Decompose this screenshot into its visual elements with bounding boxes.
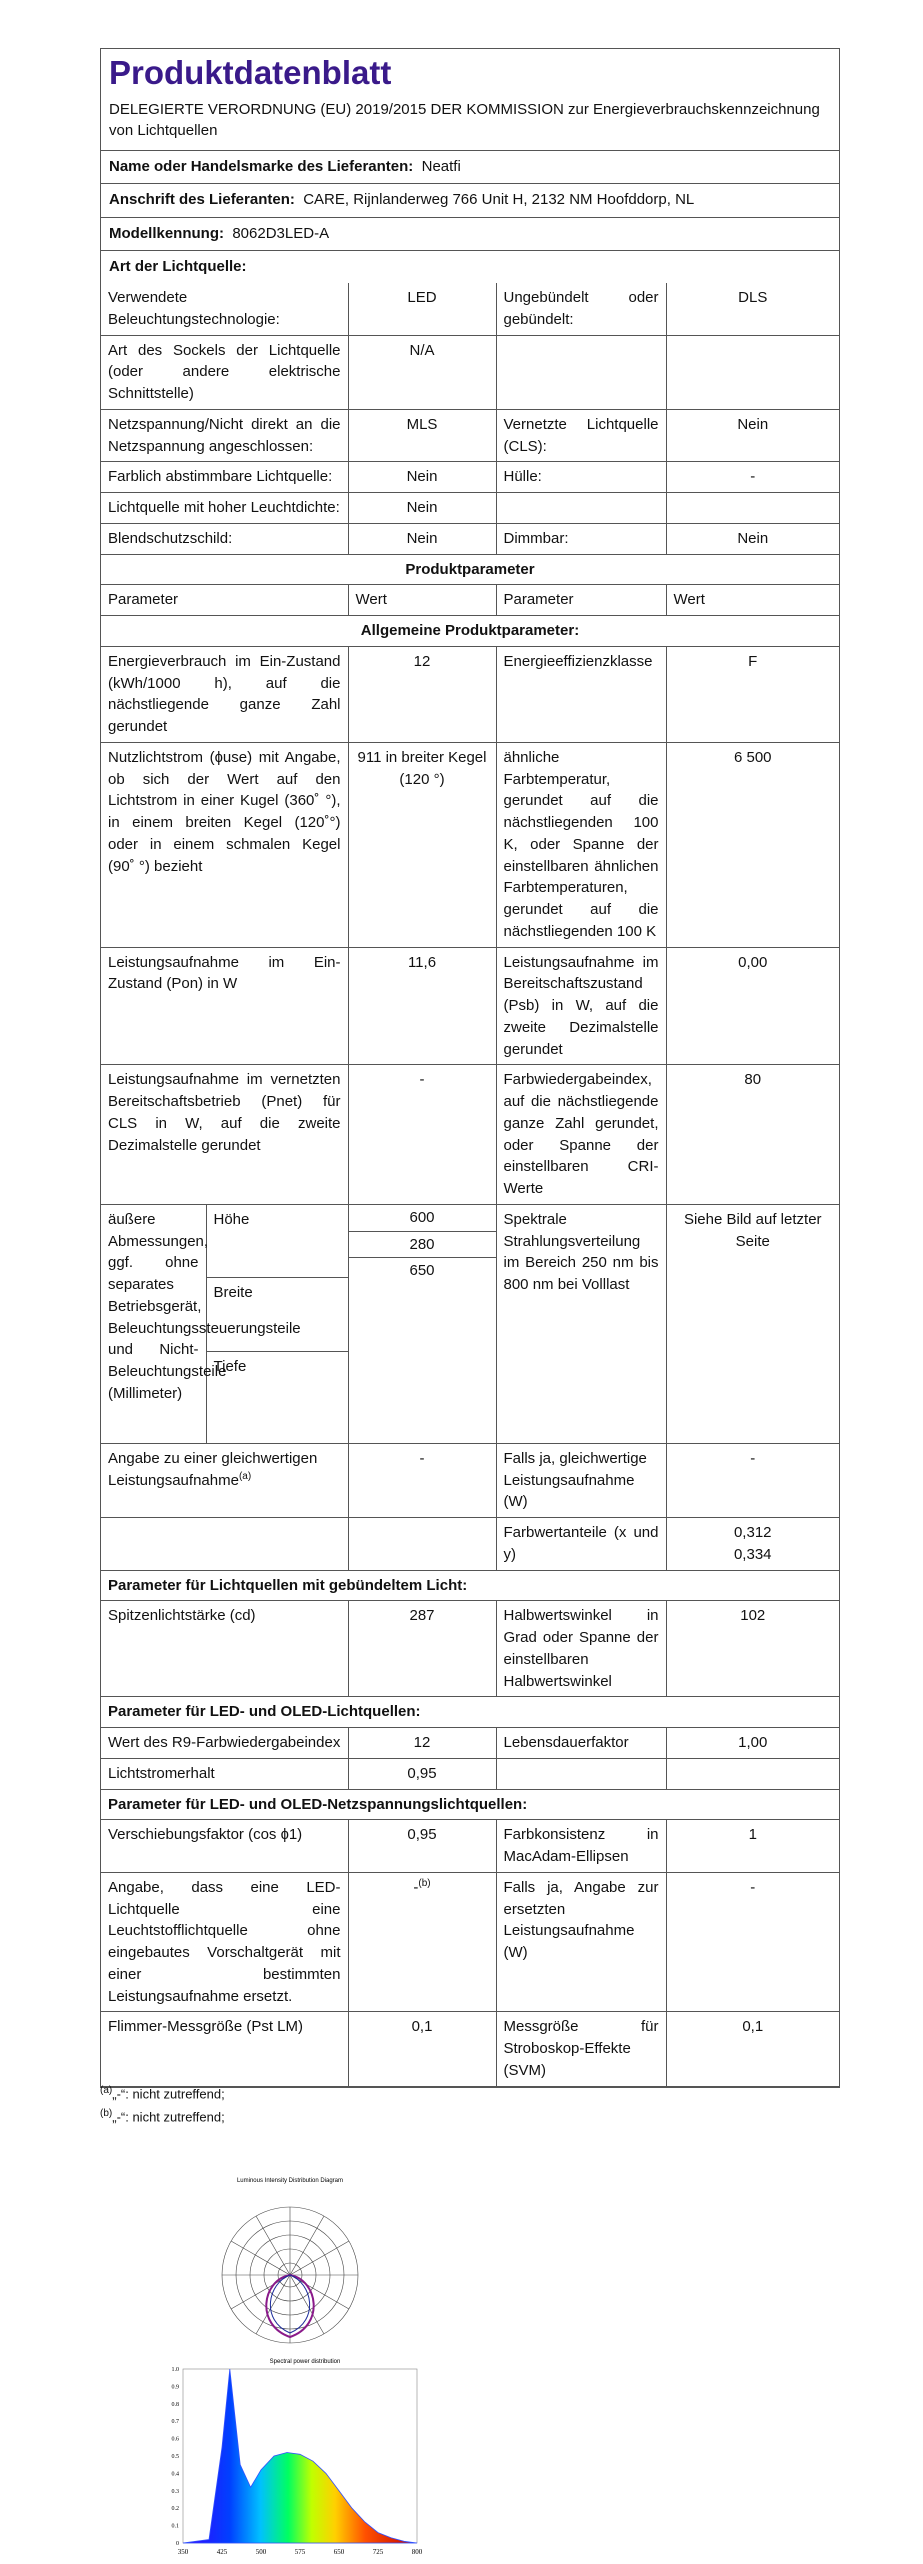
light-type-label: Verwendete Beleuchtungstechnologie:	[101, 283, 348, 335]
led-label: Lichtstromerhalt	[101, 1758, 348, 1789]
general-row	[101, 646, 839, 742]
light-type-label2: Ungebündelt oder gebündelt:	[496, 283, 666, 335]
y-tick-label: 1.0	[171, 2367, 179, 2373]
beam-angle-value: 102	[666, 1601, 839, 1697]
mains-value2: 1	[666, 1820, 839, 1873]
model-id: 8062D3LED-A	[232, 224, 330, 242]
dim-depth: 650	[409, 1262, 435, 1280]
general-label2: Leistungsaufnahme im Bereitschaftszustand (Psb) in W, auf die zweite Dezimalstelle gerundet	[496, 947, 666, 1065]
model-label: Modellkennung:	[109, 224, 224, 242]
dim-key-height: Höhe	[206, 1205, 348, 1278]
mains-value2: 0,1	[666, 2012, 839, 2086]
equiv-value: -	[348, 1443, 496, 1517]
mains-label: Verschiebungsfaktor (cos ɸ1)	[101, 1820, 348, 1873]
x-tick-label: 725	[372, 2548, 384, 2556]
footnote-a: $^{(a)}$„-“: nicht zutreffend;	[100, 2085, 225, 2102]
light-type-value2	[666, 335, 839, 409]
params-table	[101, 283, 839, 2087]
supplier-address-row	[101, 184, 839, 217]
light-type-row	[101, 335, 839, 409]
dimensions-row	[101, 1204, 839, 1443]
y-tick-label: 0.7	[171, 2419, 179, 2426]
light-type-label: Art des Sockels der Lichtquelle (oder andere elektrische Schnittstelle)	[101, 335, 348, 409]
chroma-values: 0,312 0,334	[666, 1518, 839, 1571]
light-type-label: Lichtquelle mit hoher Leuchtdichte:	[101, 493, 348, 524]
y-tick-label: 0.2	[171, 2506, 179, 2513]
col-header: Parameter	[496, 585, 666, 616]
mains-value: -$^{(b)}$	[348, 1872, 496, 2012]
general-value: 11,6	[348, 947, 496, 1065]
light-type-value2: Nein	[666, 523, 839, 554]
light-type-label2	[496, 493, 666, 524]
y-tick-label: 0.4	[171, 2471, 179, 2478]
x-tick-label: 800	[411, 2548, 423, 2556]
chroma-label: Farbwertanteile (x und y)	[496, 1518, 666, 1571]
header	[101, 49, 839, 151]
general-value: -	[348, 1065, 496, 1205]
light-type-label2	[496, 335, 666, 409]
led-row	[101, 1728, 839, 1759]
y-tick-label: 0.8	[171, 2401, 179, 2408]
dim-key-depth: Tiefe	[213, 1357, 247, 1375]
chart1-title: Luminous Intensity Distribution Diagram	[236, 2178, 344, 2184]
col-header: Wert	[666, 585, 839, 616]
beam-angle-label: Halbwertswinkel in Grad oder Spanne der einstellbaren Halbwertswinkel	[496, 1601, 666, 1697]
general-label: Nutzlichtstrom (ɸuse) mit Angabe, ob sich der Wert auf den Lichtstrom in einer Kugel (360˚ °), in einem breiten Kegel (120˚°) oder in einem schmalen Kegel (90˚ °) bezieht	[101, 742, 348, 947]
dim-key-width: Breite	[206, 1277, 348, 1351]
directional-row	[101, 1601, 839, 1697]
mains-label: Flimmer-Messgröße (Pst LM)	[101, 2012, 348, 2086]
general-label2: ähnliche Farbtemperatur, gerundet auf die nächstliegenden 100 K, oder Spanne der einstellbaren ähnlichen Farbtemperaturen, gerundet auf die nächstliegenden 100 K	[496, 742, 666, 947]
datasheet	[100, 48, 840, 2088]
y-tick-label: 0.6	[171, 2436, 179, 2443]
footnotes	[100, 2082, 225, 2129]
equiv-power-label: Falls ja, gleichwertige Leistungsaufnahme (W)	[496, 1443, 666, 1517]
col-header: Wert	[348, 585, 496, 616]
mains-label2: Falls ja, Angabe zur ersetzten Leistungsaufnahme (W)	[496, 1872, 666, 2012]
mains-label: Angabe, dass eine LED-Lichtquelle eine Leuchtstofflichtquelle ohne eingebautes Vorschaltgerät mit einer bestimmten Leistungsaufnahme ersetzt.	[101, 1872, 348, 2012]
general-params-header: Allgemeine Produktparameter:	[101, 616, 839, 647]
x-tick-label: 500	[255, 2548, 267, 2556]
x-tick-label: 575	[294, 2548, 306, 2556]
led-label2	[496, 1758, 666, 1789]
light-type-row	[101, 493, 839, 524]
light-type-label: Blendschutzschild:	[101, 523, 348, 554]
light-type-header: Art der Lichtquelle:	[109, 257, 247, 275]
led-value: 0,95	[348, 1758, 496, 1789]
spectral-value: Siehe Bild auf letzter Seite	[666, 1204, 839, 1443]
equiv-power-value: -	[666, 1443, 839, 1517]
led-label2: Lebensdauerfaktor	[496, 1728, 666, 1759]
light-type-value2: DLS	[666, 283, 839, 335]
light-type-label2: Hülle:	[496, 462, 666, 493]
led-row	[101, 1758, 839, 1789]
general-label: Energieverbrauch im Ein-Zustand (kWh/1000 h), auf die nächstliegende ganze Zahl gerundet	[101, 646, 348, 742]
light-type-value: Nein	[348, 493, 496, 524]
peak-intensity-label: Spitzenlichtstärke (cd)	[101, 1601, 348, 1697]
light-type-label: Farblich abstimmbare Lichtquelle:	[101, 462, 348, 493]
led-value2	[666, 1758, 839, 1789]
product-params-header: Produktparameter	[101, 554, 839, 585]
y-tick-label: 0.3	[171, 2488, 179, 2495]
y-tick-label: 0.5	[171, 2454, 179, 2460]
light-type-value: N/A	[348, 335, 496, 409]
light-type-label2: Dimmbar:	[496, 523, 666, 554]
led-value: 12	[348, 1728, 496, 1759]
light-type-row	[101, 523, 839, 554]
x-tick-label: 650	[333, 2548, 345, 2556]
equiv-row	[101, 1443, 839, 1517]
mains-row	[101, 2012, 839, 2086]
chart2-title: Spectral power distribution	[269, 2359, 341, 2365]
x-tick-label: 425	[216, 2548, 228, 2556]
y-tick-label: 0.1	[171, 2523, 179, 2530]
light-type-row	[101, 283, 839, 335]
dim-height: 600	[349, 1205, 496, 1232]
general-value2: 80	[666, 1065, 839, 1205]
peak-intensity-value: 287	[348, 1601, 496, 1697]
supplier-address: CARE, Rijnlanderweg 766 Unit H, 2132 NM Hoofddorp, NL	[303, 191, 695, 209]
chroma-row	[101, 1518, 839, 1571]
light-type-value2: Nein	[666, 409, 839, 462]
led-value2: 1,00	[666, 1728, 839, 1759]
mains-label2: Messgröße für Stroboskop-Effekte (SVM)	[496, 2012, 666, 2086]
general-value2: 6 500	[666, 742, 839, 947]
mains-value: 0,1	[348, 2012, 496, 2086]
light-type-value: MLS	[348, 409, 496, 462]
supplier-name-label: Name oder Handelsmarke des Lieferanten:	[109, 158, 414, 176]
general-label2: Energieeffizienzklasse	[496, 646, 666, 742]
y-tick-label: 0.9	[171, 2384, 179, 2391]
light-type-label: Netzspannung/Nicht direkt an die Netzspannung angeschlossen:	[101, 409, 348, 462]
supplier-address-label: Anschrift des Lieferanten:	[109, 191, 295, 209]
supplier-name: Neatfi	[421, 158, 461, 176]
mains-row	[101, 1872, 839, 2012]
page-title: Produktdatenblatt	[109, 54, 392, 91]
light-type-value: LED	[348, 283, 496, 335]
dim-width: 280	[349, 1232, 496, 1259]
general-label: Leistungsaufnahme im Ein-Zustand (Pon) in W	[101, 947, 348, 1065]
mains-row	[101, 1820, 839, 1873]
luminous-intensity-diagram	[200, 2170, 380, 2360]
directional-header: Parameter für Lichtquellen mit gebündeltem Licht:	[101, 1570, 839, 1601]
col-header: Parameter	[101, 585, 348, 616]
general-row	[101, 947, 839, 1065]
general-value: 12	[348, 646, 496, 742]
general-value: 911 in breiter Kegel (120 °)	[348, 742, 496, 947]
equiv-label: Angabe zu einer gleichwertigen Leistungsaufnahme$^{(a)}$	[101, 1443, 348, 1517]
footnote-b: $^{(b)}$„-“: nicht zutreffend;	[100, 2108, 225, 2125]
spectral-label: Spektrale Strahlungsverteilung im Bereich 250 nm bis 800 nm bei Volllast	[496, 1204, 666, 1443]
light-type-value2	[666, 493, 839, 524]
mains-header: Parameter für LED- und OLED-Netzspannungslichtquellen:	[101, 1789, 839, 1820]
general-value2: 0,00	[666, 947, 839, 1065]
light-type-value: Nein	[348, 523, 496, 554]
light-type-value: Nein	[348, 462, 496, 493]
led-header: Parameter für LED- und OLED-Lichtquellen:	[101, 1697, 839, 1728]
light-type-row	[101, 409, 839, 462]
dimensions-label: äußere Abmessungen, ggf. ohne separates Betriebsgerät, Beleuchtungssteuerungsteile und Nicht-Beleuchtungsteile (Millimeter)	[101, 1205, 206, 1443]
mains-value: 0,95	[348, 1820, 496, 1873]
general-value2: F	[666, 646, 839, 742]
page-subtitle: DELEGIERTE VERORDNUNG (EU) 2019/2015 DER KOMMISSION zur Energieverbrauchskennzeichnung von Lichtquellen	[109, 100, 820, 140]
mains-label2: Farbkonsistenz in MacAdam-Ellipsen	[496, 1820, 666, 1873]
general-row	[101, 742, 839, 947]
y-tick-label: 0	[176, 2541, 179, 2547]
general-label2: Farbwiedergabeindex, auf die nächstliegende ganze Zahl gerundet, oder Spanne der einstellbaren CRI-Werte	[496, 1065, 666, 1205]
spectral-chart	[155, 2355, 425, 2560]
light-type-value2: -	[666, 462, 839, 493]
model-row	[101, 218, 839, 251]
light-type-row	[101, 462, 839, 493]
general-label: Leistungsaufnahme im vernetzten Bereitschaftsbetrieb (Pnet) für CLS in W, auf die zweite Dezimalstelle gerundet	[101, 1065, 348, 1205]
column-headers	[101, 585, 839, 616]
general-row	[101, 1065, 839, 1205]
light-type-label2: Vernetzte Lichtquelle (CLS):	[496, 409, 666, 462]
x-tick-label: 350	[177, 2548, 189, 2556]
mains-value2: -	[666, 1872, 839, 2012]
led-label: Wert des R9-Farbwiedergabeindex	[101, 1728, 348, 1759]
supplier-name-row	[101, 151, 839, 184]
